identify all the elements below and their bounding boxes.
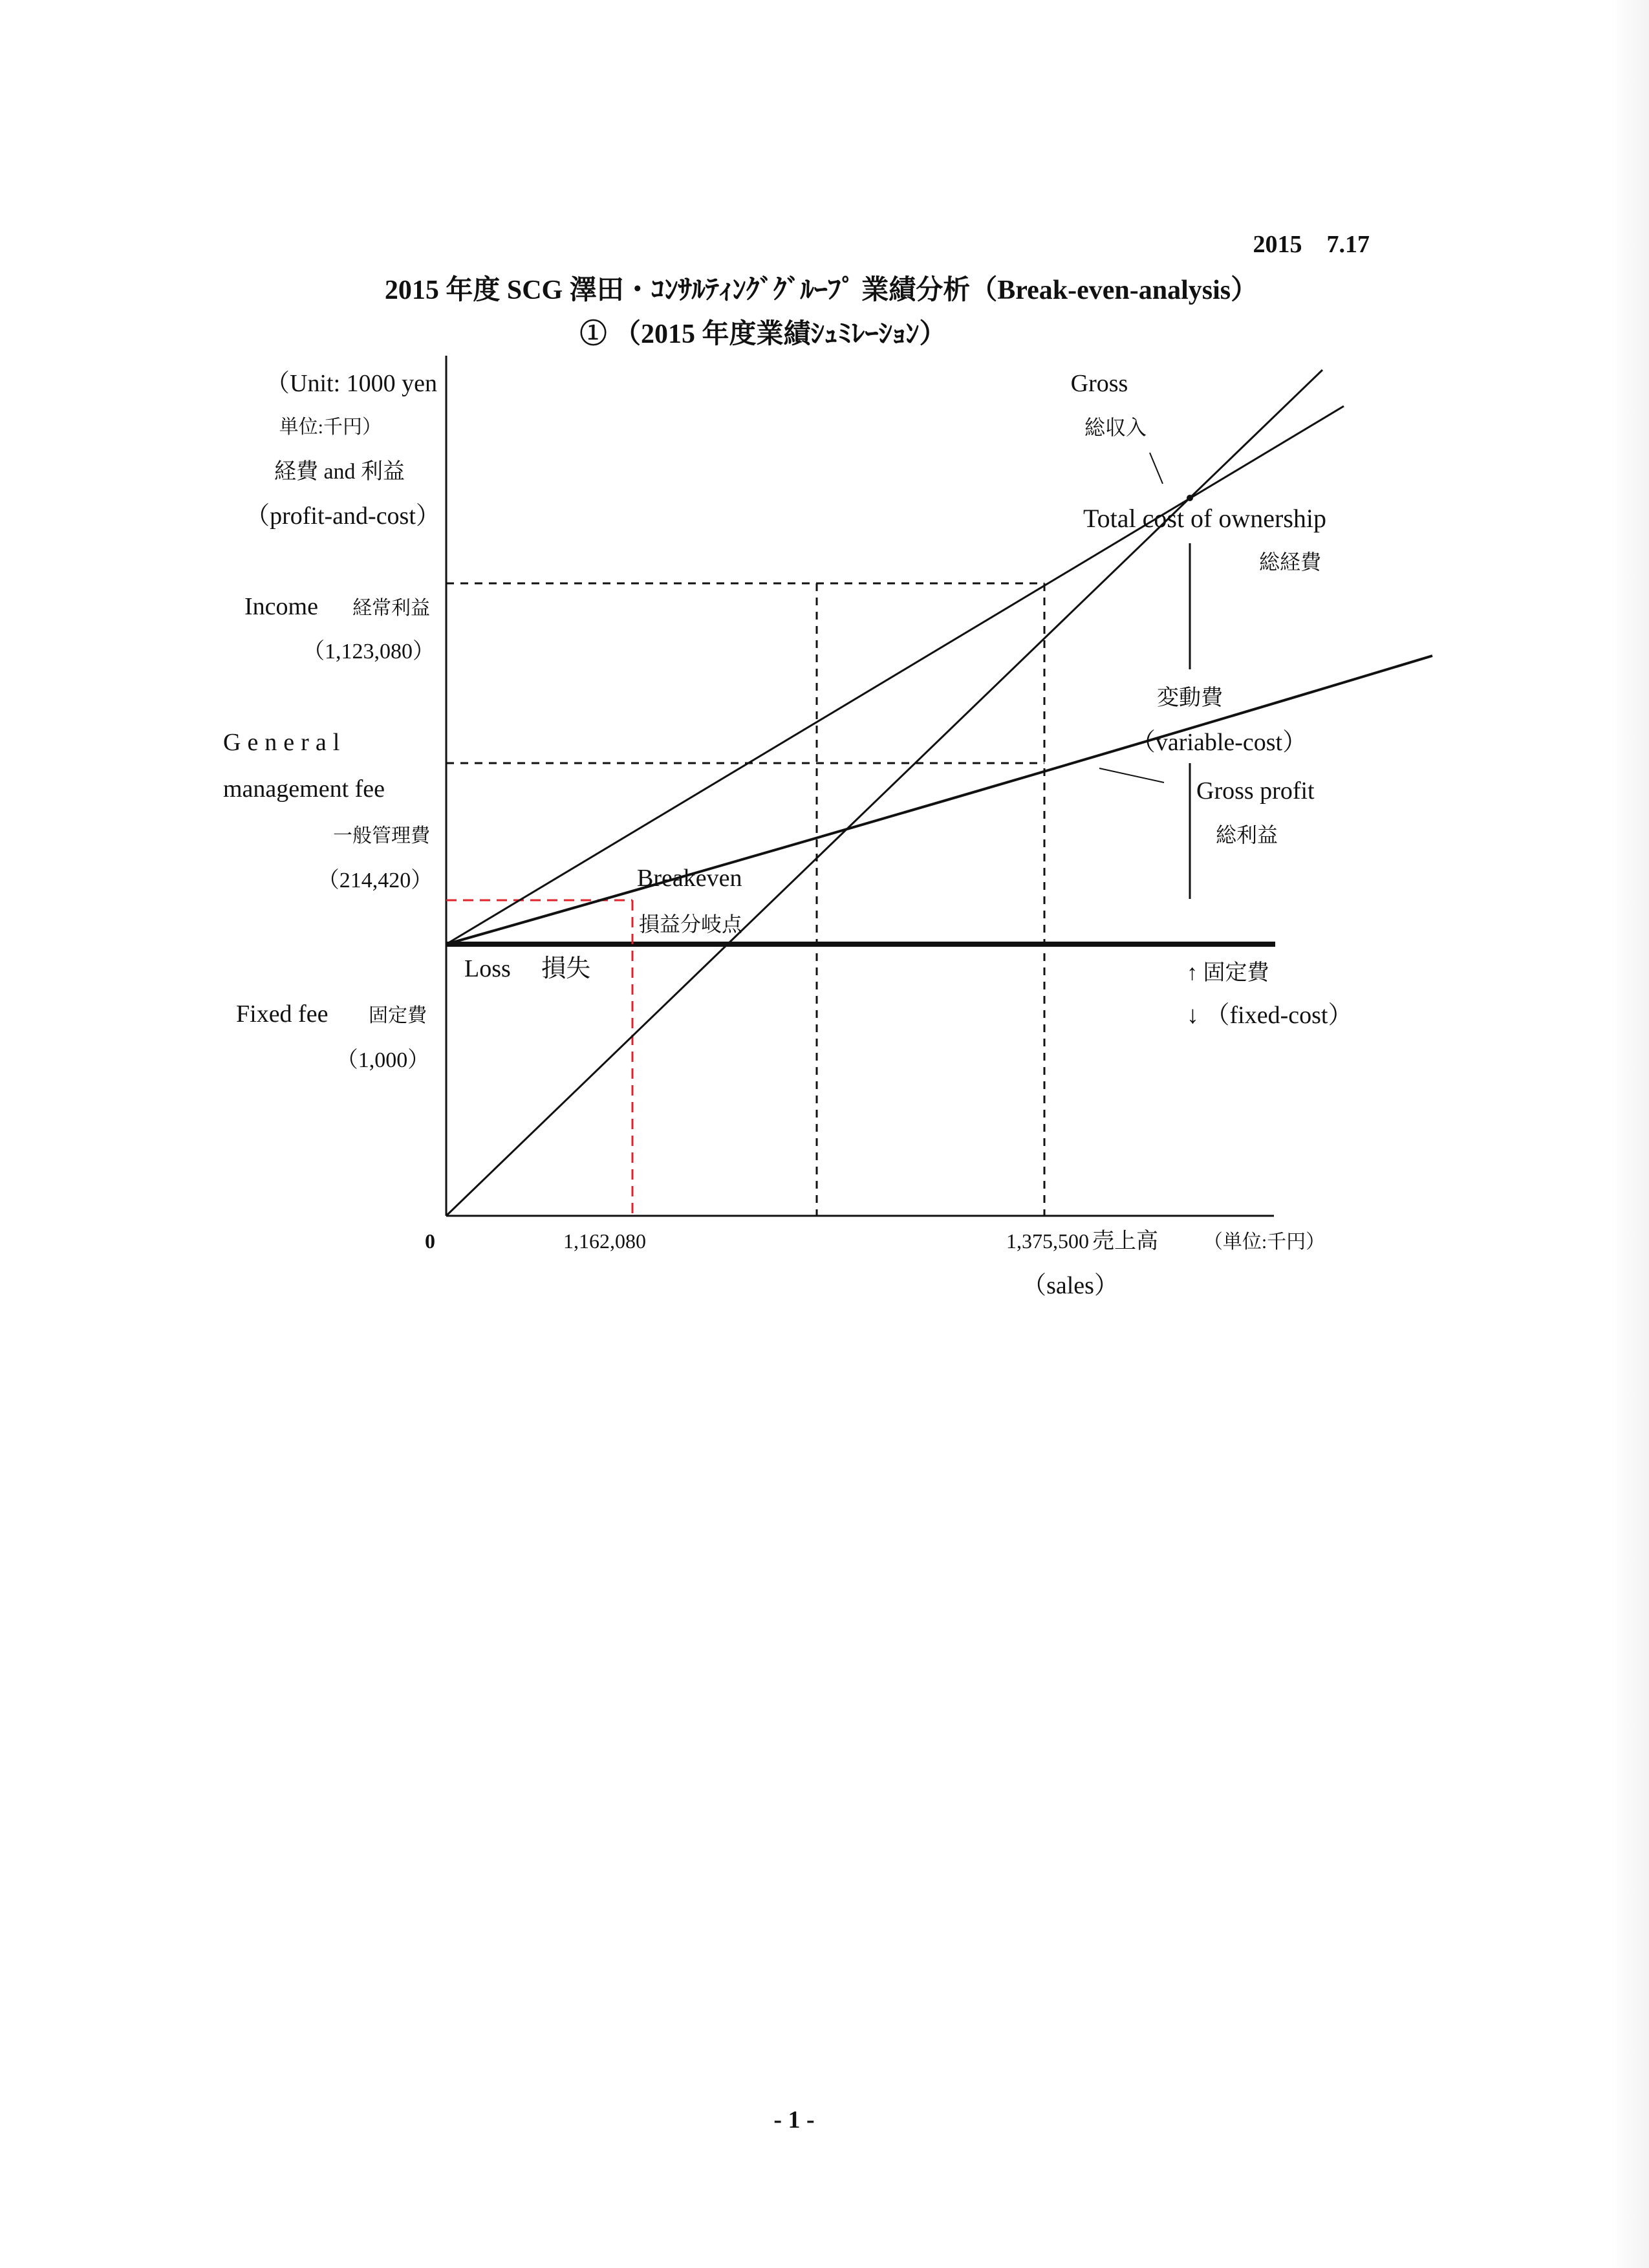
crossing-point (1187, 495, 1193, 501)
breakeven-label: Breakeven (637, 865, 742, 892)
report-title: 2015 年度 SCG 澤田・ｺﾝｻﾙﾃｨﾝｸﾞｸﾞﾙｰﾌﾟ 業績分析（Break-even-analysis） (384, 275, 1258, 305)
variable-cost-label-jp: 変動費 (1157, 686, 1223, 710)
gross-profit-pointer (1099, 768, 1164, 783)
page-number: - 1 - (773, 2106, 815, 2133)
gross-label-jp: 総収入 (1084, 416, 1147, 439)
total-cost-label-jp: 総経費 (1258, 550, 1322, 574)
breakeven-sales-label: 1,162,080 (563, 1229, 646, 1253)
sales-value-label: 1,375,500 (1006, 1229, 1089, 1253)
report-date: 2015 7.17 (1253, 231, 1370, 258)
gross-profit-label-jp: 総利益 (1215, 823, 1278, 847)
x-axis-origin: 0 (425, 1229, 435, 1253)
fixed-cost-down-label: ↓ （fixed-cost） (1187, 1002, 1353, 1029)
general-fee-label-2: management fee (223, 775, 385, 803)
total-cost-line (446, 406, 1344, 944)
gross-profit-label: Gross profit (1196, 777, 1315, 805)
general-fee-label-jp: 一般管理費 (333, 825, 430, 847)
y-axis-label-jp: 経費 and 利益 (274, 460, 405, 484)
general-fee-label-1: General (223, 729, 347, 756)
fixed-cost-up-label: ↑ 固定費 (1187, 961, 1269, 985)
breakeven-label-jp: 損益分岐点 (639, 913, 743, 936)
gross-label: Gross (1070, 370, 1128, 397)
fixed-fee-label-jp: 固定費 (369, 1005, 427, 1026)
unit-label-en: （Unit: 1000 yen (265, 370, 437, 397)
general-fee-value: （214,420） (317, 869, 433, 892)
variable-cost-label-en: （variable-cost） (1130, 729, 1308, 756)
y-axis-label-en: （profit-and-cost） (245, 502, 440, 530)
report-subtitle: ① （2015 年度業績ｼｭﾐﾚｰｼｮﾝ） (579, 319, 947, 349)
income-label: Income (244, 593, 318, 620)
total-cost-label: Total cost of ownership (1083, 504, 1327, 533)
x-axis-unit: （単位:千円） (1203, 1231, 1326, 1253)
sales-label-en: （sales） (1022, 1272, 1119, 1299)
fixed-fee-value: （1,000） (336, 1048, 430, 1072)
sales-label-jp: 売上高 (1092, 1229, 1158, 1253)
gross-pointer (1150, 453, 1163, 484)
unit-label-jp: 単位:千円） (279, 416, 382, 438)
income-label-jp: 経常利益 (352, 598, 430, 619)
income-value: （1,123,080） (303, 640, 435, 664)
fixed-fee-label: Fixed fee (236, 1000, 329, 1028)
loss-label: Loss 損失 (464, 955, 591, 982)
